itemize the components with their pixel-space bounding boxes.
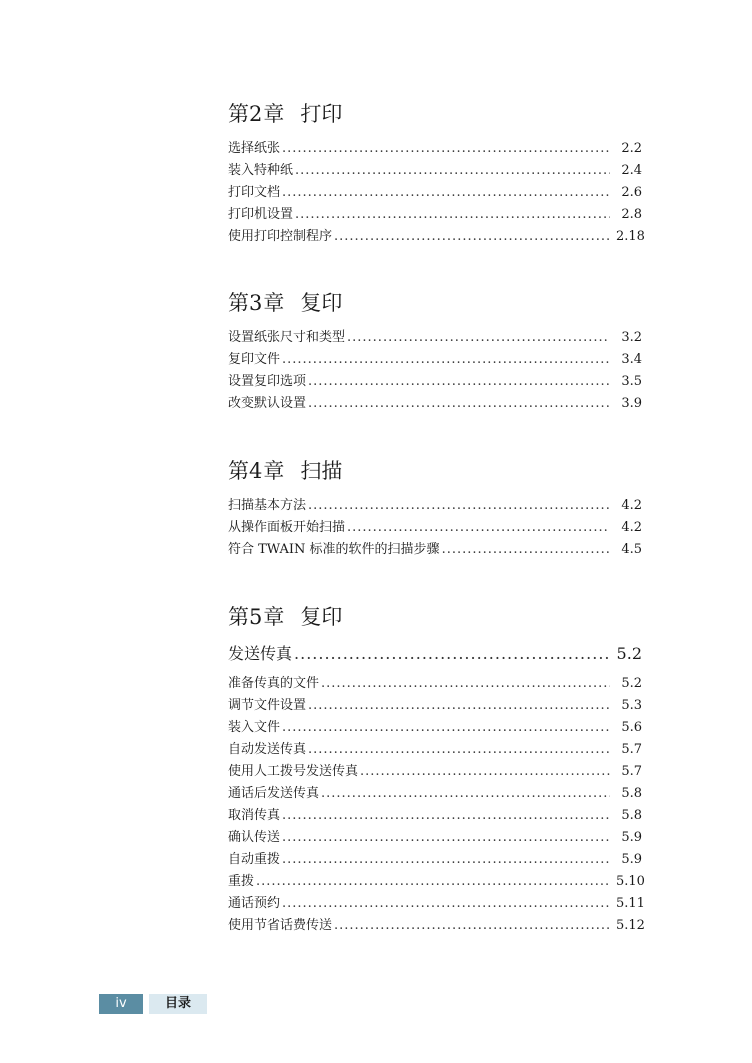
- toc-entry-page: 2.2: [621, 141, 642, 156]
- dot-leader: [282, 827, 610, 849]
- dot-leader: [282, 349, 610, 371]
- toc-entry-label: 准备传真的文件: [228, 676, 320, 691]
- chapter-title: [228, 100, 642, 128]
- dot-leader: [334, 226, 610, 248]
- toc-entry-page: 5.12: [616, 918, 645, 933]
- chapter-title: [228, 457, 642, 485]
- toc-entry-page: 2.8: [621, 207, 642, 222]
- toc-entry-page: 5.8: [621, 786, 642, 801]
- toc-section-entry[interactable]: [228, 641, 642, 667]
- dot-leader: [308, 371, 610, 393]
- toc-entry-label: 选择纸张: [228, 141, 281, 156]
- toc-entry-page: 3.2: [621, 330, 642, 345]
- toc-entry-label: 装入文件: [228, 720, 281, 735]
- dot-leader: [282, 805, 610, 827]
- chapter-name: 复印: [300, 605, 343, 629]
- toc-entry-page: 2.6: [621, 185, 642, 200]
- toc-entry-label: 从操作面板开始扫描: [228, 520, 346, 535]
- toc-entry[interactable]: [228, 871, 645, 893]
- toc-entry-page: 5.6: [621, 720, 642, 735]
- toc-entry[interactable]: [228, 495, 642, 517]
- chapter-5: [228, 603, 645, 937]
- chapter-suffix: 章: [263, 291, 285, 315]
- toc-entry-label: 打印机设置: [228, 207, 294, 222]
- toc-entry[interactable]: [228, 673, 642, 695]
- dot-leader: [295, 160, 610, 182]
- toc-entry-page: 3.9: [621, 396, 642, 411]
- toc-entry-label: 复印文件: [228, 352, 281, 367]
- toc-entry-label: 设置纸张尺寸和类型: [228, 330, 346, 345]
- chapter-number: 3: [249, 291, 264, 315]
- toc-entry-label: 使用打印控制程序: [228, 229, 333, 244]
- toc-entry[interactable]: [228, 827, 642, 849]
- toc-entry-page: 3.5: [621, 374, 642, 389]
- dot-leader: [308, 739, 610, 761]
- toc-entry-page: 5.7: [621, 764, 642, 779]
- chapter-number: 2: [249, 102, 264, 126]
- dot-leader: [295, 204, 610, 226]
- dot-leader: [294, 641, 610, 667]
- toc-entry-page: 5.9: [621, 830, 642, 845]
- toc-entry[interactable]: [228, 226, 645, 248]
- toc-entry-page: 4.2: [621, 498, 642, 513]
- chapter-name: 复印: [300, 291, 343, 315]
- toc-entry-page: 5.9: [621, 852, 642, 867]
- toc-entry-page: 2.4: [621, 163, 642, 178]
- dot-leader: [308, 393, 610, 415]
- toc-entry[interactable]: [228, 539, 642, 561]
- page-footer: [99, 994, 207, 1014]
- toc-entry-page: 5.10: [616, 874, 645, 889]
- dot-leader: [308, 495, 610, 517]
- toc-entry[interactable]: [228, 761, 642, 783]
- toc-entry[interactable]: [228, 371, 642, 393]
- chapter-number: 5: [249, 605, 264, 629]
- section-tab: 目录: [149, 994, 207, 1014]
- dot-leader: [308, 695, 610, 717]
- toc-entry-label: 通话后发送传真: [228, 786, 320, 801]
- dot-leader: [442, 539, 610, 561]
- chapter-prefix: 第: [228, 459, 249, 483]
- toc-entry-label: 扫描基本方法: [228, 498, 307, 513]
- toc-entry[interactable]: [228, 393, 642, 415]
- toc-entry-label: 设置复印选项: [228, 374, 307, 389]
- chapter-suffix: 章: [263, 459, 285, 483]
- toc-entry-label: 通话预约: [228, 896, 281, 911]
- toc-entry[interactable]: [228, 182, 642, 204]
- toc-entry-page: 4.2: [621, 520, 642, 535]
- toc-entry[interactable]: [228, 893, 645, 915]
- toc-entry-label: 使用节省话费传送: [228, 918, 333, 933]
- toc-entry[interactable]: [228, 327, 642, 349]
- chapter-title: [228, 289, 642, 317]
- dot-leader: [282, 849, 610, 871]
- chapter-name: 打印: [300, 102, 343, 126]
- dot-leader: [321, 783, 610, 805]
- toc-entry[interactable]: [228, 849, 642, 871]
- chapter-prefix: 第: [228, 605, 249, 629]
- toc-entry[interactable]: [228, 695, 642, 717]
- toc-entry[interactable]: [228, 739, 642, 761]
- toc-entry-page: 5.3: [621, 698, 642, 713]
- toc-entry-page: 5.7: [621, 742, 642, 757]
- toc-entry-label: 改变默认设置: [228, 396, 307, 411]
- dot-leader: [360, 761, 610, 783]
- toc-entry-page: 2.18: [616, 229, 645, 244]
- dot-leader: [282, 138, 610, 160]
- toc-entry-label: 调节文件设置: [228, 698, 307, 713]
- chapter-suffix: 章: [263, 605, 285, 629]
- toc-entry[interactable]: [228, 717, 642, 739]
- dot-leader: [282, 182, 610, 204]
- chapter-4: [228, 457, 642, 561]
- chapter-3: [228, 289, 642, 415]
- toc-entry-label: 自动重拨: [228, 852, 281, 867]
- toc-entry-label: 符合 TWAIN 标准的软件的扫描步骤: [228, 542, 440, 557]
- chapter-prefix: 第: [228, 102, 249, 126]
- dot-leader: [256, 871, 610, 893]
- toc-entry-label: 使用人工拨号发送传真: [228, 764, 359, 779]
- toc-entry-label: 装入特种纸: [228, 163, 294, 178]
- dot-leader: [321, 673, 610, 695]
- toc-entry[interactable]: [228, 204, 642, 226]
- dot-leader: [334, 915, 610, 937]
- toc-entry[interactable]: [228, 783, 642, 805]
- toc-entry-label: 取消传真: [228, 808, 281, 823]
- chapter-name: 扫描: [300, 459, 343, 483]
- toc-entry-page: 5.2: [621, 676, 642, 691]
- toc-entry[interactable]: [228, 138, 642, 160]
- chapter-number: 4: [249, 459, 264, 483]
- toc-entry-label: 确认传送: [228, 830, 281, 845]
- toc-section-label: 发送传真: [228, 644, 293, 663]
- toc-entry-page: 4.5: [621, 542, 642, 557]
- toc-entry[interactable]: [228, 805, 642, 827]
- toc-entry-label: 自动发送传真: [228, 742, 307, 757]
- toc-entry-label: 打印文档: [228, 185, 281, 200]
- toc-entry-label: 重拨: [228, 874, 255, 889]
- toc-entry-page: 3.4: [621, 352, 642, 367]
- toc-entry[interactable]: [228, 160, 642, 182]
- toc-entry-page: 5.11: [616, 896, 645, 911]
- chapter-prefix: 第: [228, 291, 249, 315]
- toc-entry[interactable]: [228, 517, 642, 539]
- toc-section-page: 5.2: [616, 644, 642, 663]
- toc-entry-page: 5.8: [621, 808, 642, 823]
- dot-leader: [282, 893, 610, 915]
- chapter-title: [228, 603, 642, 631]
- dot-leader: [282, 717, 610, 739]
- chapter-suffix: 章: [263, 102, 285, 126]
- toc-entry[interactable]: [228, 915, 645, 937]
- chapter-2: [228, 100, 645, 248]
- toc-entry[interactable]: [228, 349, 642, 371]
- dot-leader: [347, 327, 610, 349]
- dot-leader: [347, 517, 610, 539]
- page-number-tab: iv: [99, 994, 143, 1014]
